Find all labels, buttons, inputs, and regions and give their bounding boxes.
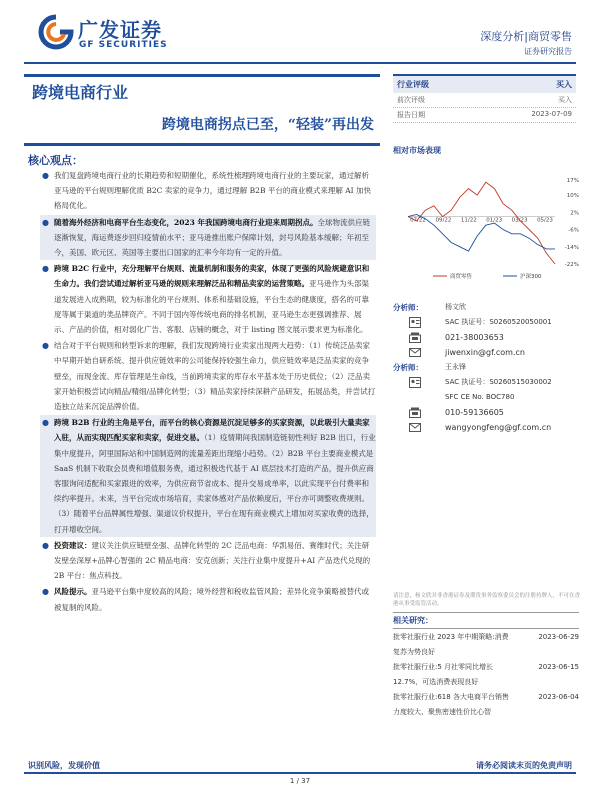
x-tick-label: 03/23 xyxy=(511,217,528,224)
rating-header-value: 买入 xyxy=(556,80,572,89)
core-view-heading: 风险提示。 xyxy=(54,587,92,597)
core-view-text: 全球物流供应链逐渐恢复，海运费逐步回归疫情前水平；亚马逊推出账户保障计划，封号风险基本缓解；年初至今，美国、欧元区、英国等主要出口国家的汇率今年均有一定的升值。 xyxy=(54,217,370,258)
x-tick-label: 11/22 xyxy=(460,217,477,224)
previous-rating-label: 前次评级 xyxy=(397,96,425,104)
core-view-heading: 投资建议： xyxy=(54,540,92,550)
analyst-1-phone-row xyxy=(393,330,583,345)
analyst-panel xyxy=(393,300,583,435)
core-view-text: 结合对于平台规则和转型诉求的理解，我们发现跨境行业卖家出现两大趋势：（1）传统泛品卖家中早期开始自研系统、提升供应链效率的公司能保持较强生命力，供应链效率是泛品卖家的竞争壁垒，而现金流、库存管理是生命线，当前跨境卖家的库存水平基本处于历史低位；（2）泛品卖家开始积极尝试向精品/精细/品牌化转型；（3）精品卖家持续深耕产品研发，拓展品类，并尝试打造独立站来沉淀品牌价值。 xyxy=(54,341,376,412)
related-research-item[interactable] xyxy=(393,660,579,690)
related-research-list xyxy=(393,630,579,720)
phone-icon xyxy=(409,407,421,418)
analyst-1-email[interactable]: jiwenxin@gf.com.cn xyxy=(445,348,525,357)
email-icon xyxy=(409,347,421,358)
core-view-item xyxy=(40,415,376,537)
industry-title: 跨境电商行业 xyxy=(32,83,129,102)
report-category: 证券研究报告 xyxy=(524,47,572,56)
related-research-title-text[interactable]: 批零社服行业 2023 年中期策略:消费复苏为势良好 xyxy=(393,633,509,656)
related-research-date: 2023-06-15 xyxy=(538,663,579,671)
analyst-1-sac-row xyxy=(393,315,583,330)
core-view-item xyxy=(40,538,376,584)
report-type: 深度分析|商贸零售 xyxy=(480,30,572,43)
core-view-text: 亚马逊作为头部渠道发展进入成熟期，较为标准化的平台规则、体系和基础设施，平台生态的健康度，搭名的可靠度等属于渠道的类品牌资产。不同于国内等传统电商的排名机制，亚马逊生态更强调推荐、展示、产品的价值，相对弱化广告、客服、店铺的概念，对于 listing 图文展示要求更为标准化。 xyxy=(54,279,369,335)
core-view-text: 我们复盘跨境电商行业的长期趋势和短期催化，系统性梳理跨境电商行业的主要玩家，通过解析亚马逊的平台规则理解优质 B2C 卖家的竞争力，通过理解 B2B 平台的商业模式来理解 AI 加快格局优化。 xyxy=(54,171,371,211)
bullet-dot-icon: ● xyxy=(42,264,49,274)
core-views-title: 核心观点： xyxy=(28,154,83,167)
gf-logo-icon xyxy=(38,14,74,50)
analyst-2-email-row[interactable] xyxy=(393,420,583,435)
core-view-heading: 跨境 B2C 行业中，充分理解平台规则、流量机制和服务的卖家，体现了更强的风险规避意识和生命力。我们尝试通过解析亚马逊的规则来理解泛品和精品卖家的运营策略。 xyxy=(54,264,370,289)
email-icon xyxy=(409,422,421,433)
bullet-dot-icon: ● xyxy=(42,341,49,351)
analyst-1-email-row[interactable] xyxy=(393,345,583,360)
analyst-2-sac: SAC 执证号：S0260515030002 xyxy=(445,378,552,386)
analyst-1-row xyxy=(393,300,583,315)
core-views-list xyxy=(40,168,376,616)
analyst-2-row xyxy=(393,360,583,375)
analyst-2-email[interactable]: wangyongfeng@gf.com.cn xyxy=(445,423,552,432)
analyst-2-sfc-row xyxy=(393,390,583,405)
y-tick-label: -14% xyxy=(564,244,579,251)
page-number: 1 / 37 xyxy=(289,777,311,785)
bullet-dot-icon: ● xyxy=(42,217,49,227)
analyst-2-sfc: SFC CE No. BOC780 xyxy=(445,393,515,401)
rating-box xyxy=(393,74,576,123)
bullet-dot-icon: ● xyxy=(42,418,49,428)
report-title: 跨境电商拐点已至，“轻装”再出发 xyxy=(161,117,374,133)
analyst-2-sac-row xyxy=(393,375,583,390)
bullet-dot-icon: ● xyxy=(42,587,49,597)
analyst-1-role: 分析师： xyxy=(393,303,423,312)
related-research-title-text[interactable]: 批零社服行业:618 各大电商平台销售力度较大、聚焦密速性价比心智 xyxy=(393,693,509,716)
report-date-row xyxy=(393,108,576,123)
related-research-item[interactable] xyxy=(393,690,579,720)
related-research-item[interactable] xyxy=(393,630,579,660)
core-view-item xyxy=(40,261,376,337)
x-tick-label: 09/22 xyxy=(435,217,452,224)
y-tick-label: -22% xyxy=(564,262,579,268)
analyst-1-name: 杨文欣 xyxy=(445,303,466,311)
related-research-date: 2023-06-29 xyxy=(538,633,579,641)
analyst-disclaimer: 请注意，杨文欣并非香港证券及期货事务监察委员会的注册持牌人，不可在香港从事受监管活动。 xyxy=(393,593,581,607)
logo-text-en: GF SECURITIES xyxy=(79,40,168,50)
analyst-2-role: 分析师： xyxy=(393,363,423,372)
id-card-icon xyxy=(409,377,421,388)
x-tick-label: 01/23 xyxy=(486,217,503,224)
performance-chart-title: 相对市场表现 xyxy=(393,146,441,155)
core-view-item xyxy=(40,168,376,214)
y-tick-label: 10% xyxy=(566,193,579,200)
footer-disclaimer: 请务必阅读末页的免责声明 xyxy=(476,761,572,770)
core-view-text: （1）疫情期间我国制造链韧性利好 B2B 出口，行业集中度提升，阿里国际站和中国制造网的流量差距出现缩小趋势。（2）B2B 平台主要商业模式是 SaaS 机制下收取会员费和增值服务费，通过积极迭代基于 AI 底层技术打造的产品，提升供应商客服询问适配和买家跟进的效率，为供应商节省成本、提升交易成单率，以此实现平台付费率和续约率提升。未来，当平台完成市场培育，卖家体感对产品依赖度后，平台亦可调整收费规则。（3）随着平台品牌属性增强、渠道议价权提升，平台在现有商业模式上增加对买家收费的选择，打开增收空间。 xyxy=(54,433,376,534)
analyst-2-phone: 010-59136605 xyxy=(445,408,504,417)
core-view-heading: 跨境 B2B 行业的主角是平台，而平台的核心资源是沉淀足够多的买家资源，以此吸引大量卖家入驻，从而实现匹配买家和卖家，促进交易。 xyxy=(54,418,370,443)
analyst-2-phone-row xyxy=(393,405,583,420)
related-research-title-text[interactable]: 批零社服行业:5 月社零同比增长 12.7%，可选消费表现良好 xyxy=(393,663,494,686)
rating-header xyxy=(393,74,576,93)
id-card-icon xyxy=(409,317,421,328)
related-research-title: 相关研究： xyxy=(393,612,579,629)
core-view-text: 亚马逊平台集中度较高的风险；境外经营和税收监管风险；差异化竞争策略被替代或被复制的风险。 xyxy=(54,587,369,612)
previous-rating-row xyxy=(393,93,576,108)
y-tick-label: 17% xyxy=(566,178,579,184)
footer-slogan: 识别风险，发现价值 xyxy=(28,761,100,770)
x-tick-label: 07/22 xyxy=(410,217,426,224)
relative-performance-chart xyxy=(393,160,583,285)
bullet-dot-icon: ● xyxy=(42,540,49,550)
core-view-item xyxy=(40,215,376,261)
series-line-retail xyxy=(408,182,555,264)
footer-divider xyxy=(24,772,576,774)
core-view-item xyxy=(40,584,376,614)
core-view-item xyxy=(40,338,376,414)
report-date-value: 2023-07-09 xyxy=(531,110,572,118)
logo-text-cn: 广发证券 xyxy=(78,18,162,42)
legend-label: 沪深300 xyxy=(520,274,542,280)
rating-header-label: 行业评级 xyxy=(397,80,429,89)
phone-icon xyxy=(409,332,421,343)
related-research-date: 2023-06-04 xyxy=(538,693,579,701)
analyst-1-sac: SAC 执证号：S0260520050001 xyxy=(445,318,552,326)
header-divider xyxy=(24,62,576,64)
x-tick-label: 05/23 xyxy=(537,217,553,224)
core-view-heading: 随着海外经济和电商平台生态变化，2023 年我国跨境电商行业迎来周期拐点。 xyxy=(54,217,318,227)
report-date-label: 报告日期 xyxy=(397,111,425,119)
y-tick-label: -6% xyxy=(568,227,579,234)
previous-rating-value: 买入 xyxy=(558,96,572,104)
analyst-1-phone: 021-38003653 xyxy=(445,333,504,342)
bullet-dot-icon: ● xyxy=(42,171,49,180)
analyst-2-name: 王永锋 xyxy=(445,363,466,371)
y-tick-label: 2% xyxy=(570,210,579,217)
core-view-text: 建议关注供应链壁垒强、品牌化转型的 2C 泛品电商：华凯易佰、赛维时代；关注研发壁垒深厚+品牌心智强的 2C 精品电商：安克创新；关注行业集中度提升+AI 产品迭代兑现的 2B 平台：焦点科技。 xyxy=(54,540,371,581)
legend-label: 商贸零售 xyxy=(450,274,473,280)
